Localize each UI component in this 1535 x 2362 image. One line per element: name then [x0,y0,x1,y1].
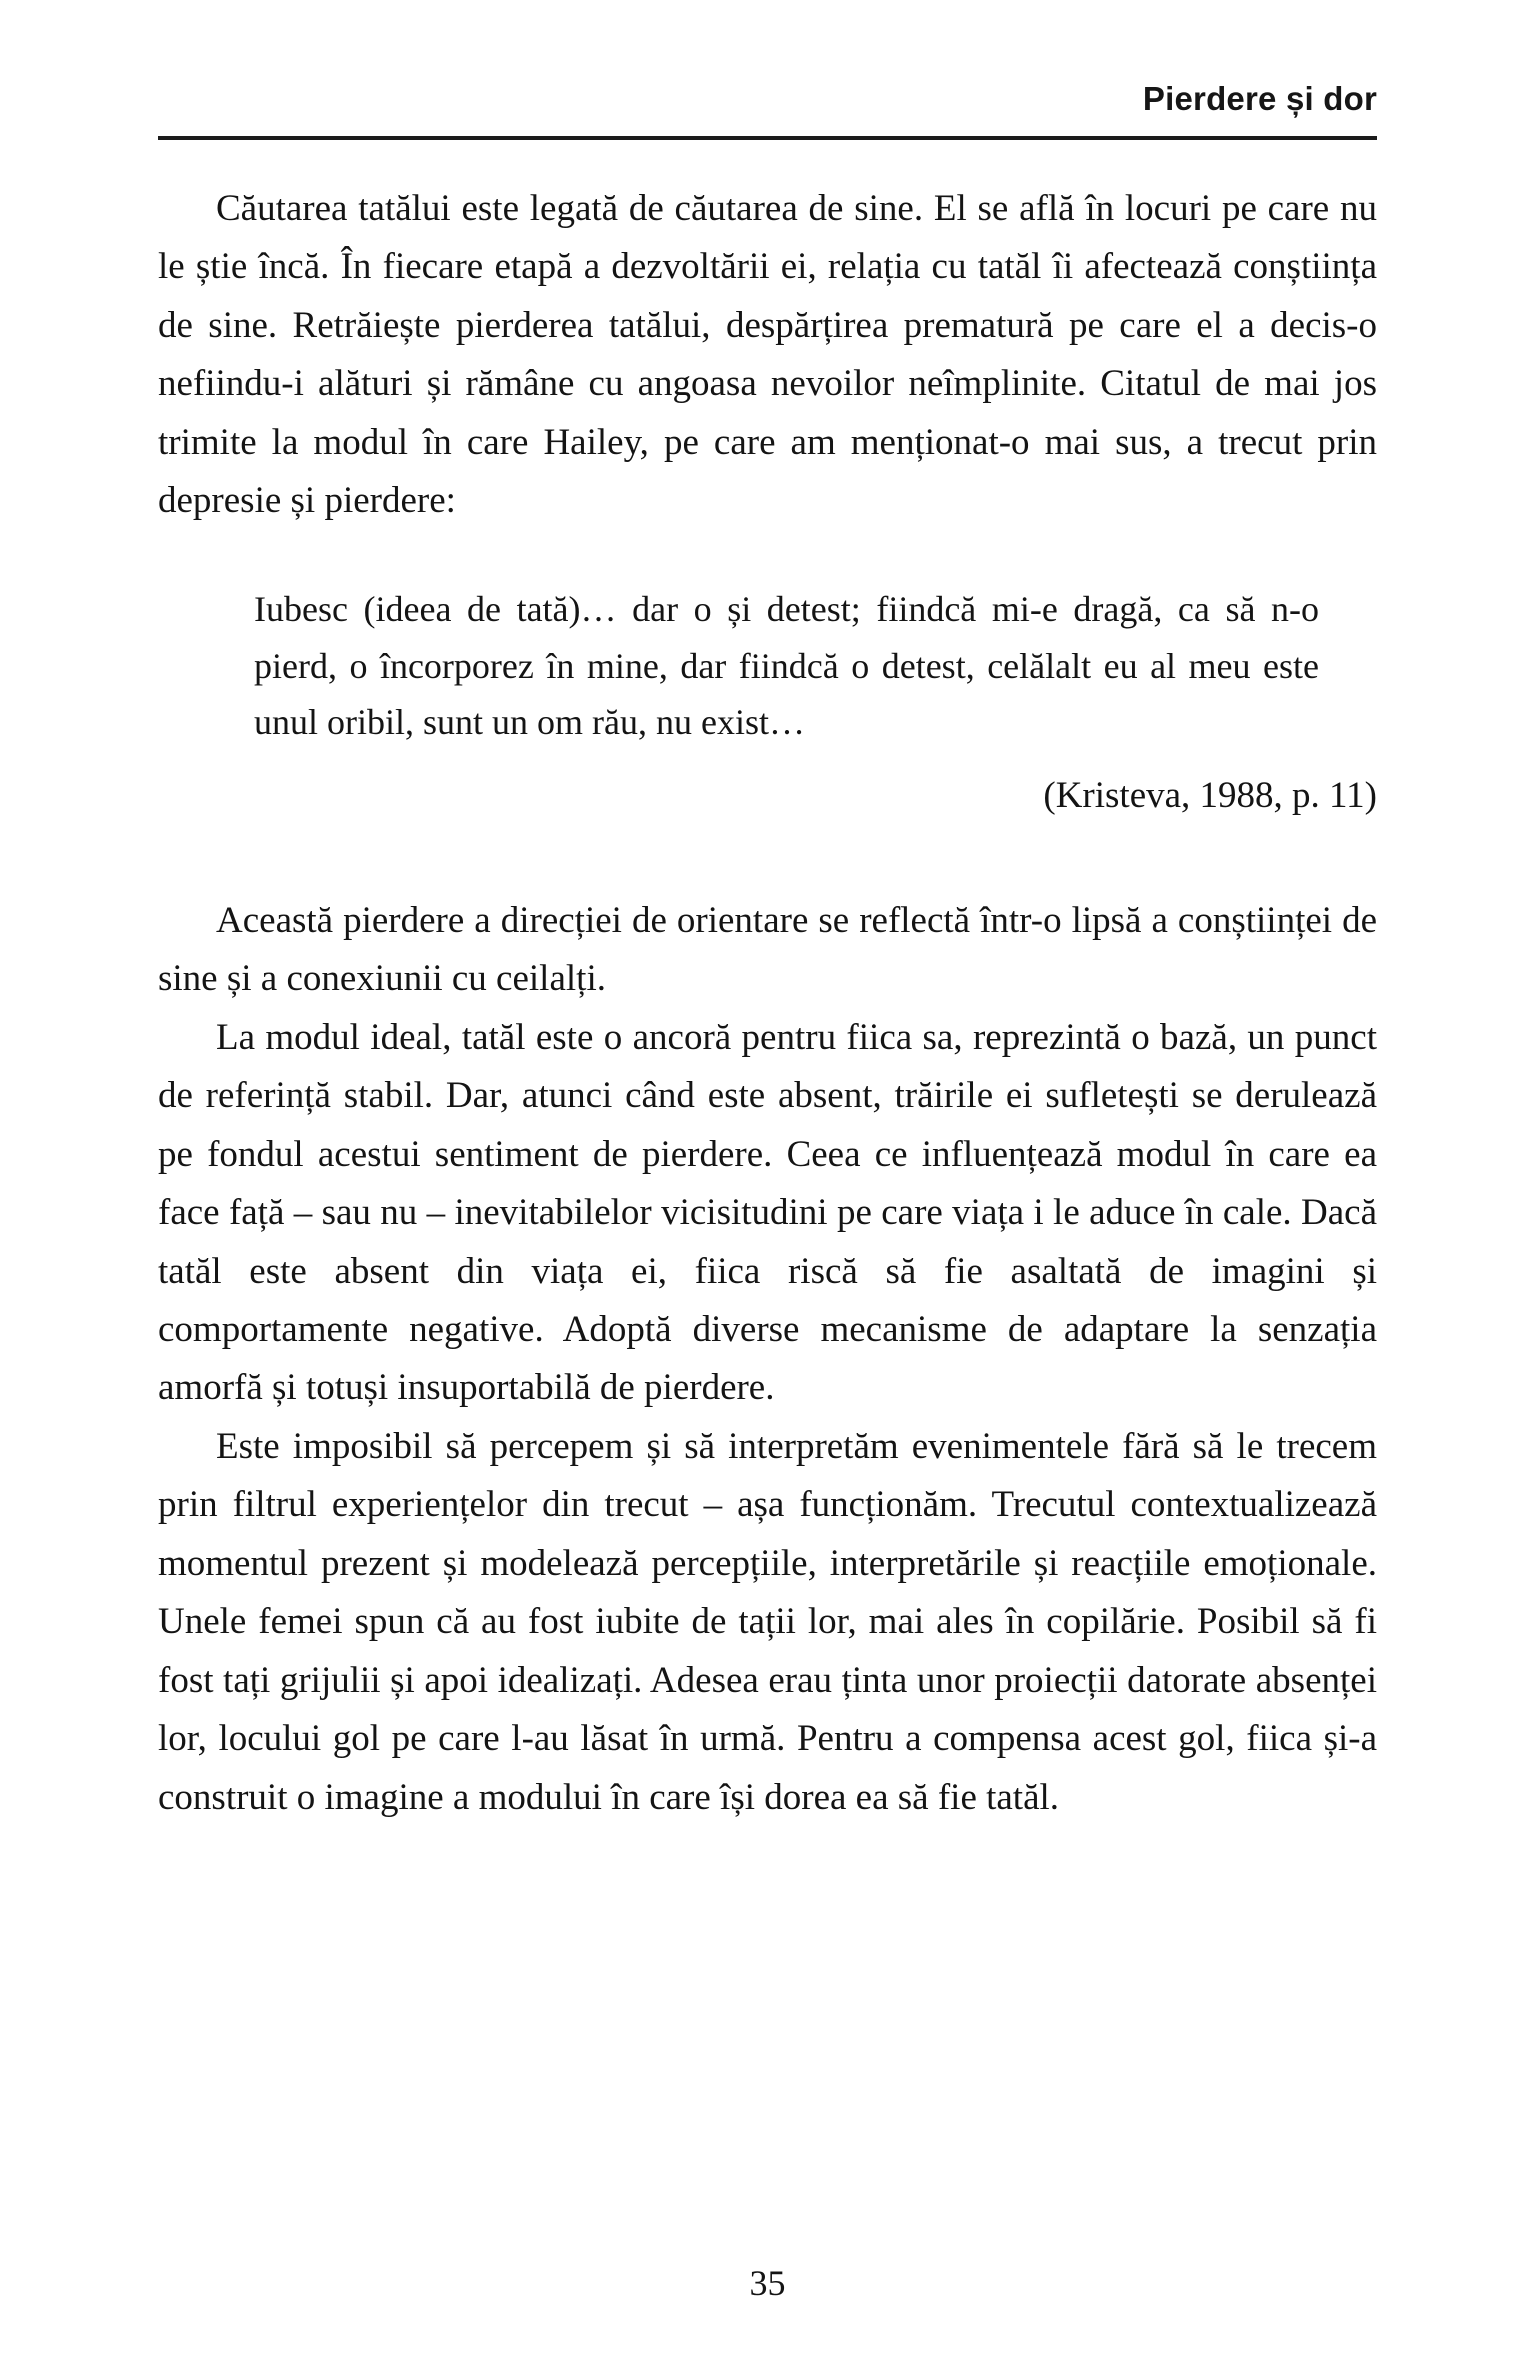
page-header [158,80,1377,140]
header-rule [158,136,1377,140]
page-body [158,180,1377,1827]
quote-attribution: (Kristeva, 1988, p. 11) [1043,775,1377,817]
paragraph-4: Este imposibil să percepem și să interpretăm evenimentele fără să le trecem prin filtrul experiențelor din trecut – așa funcționăm. Trecutul contextualizează momentul prezent și modelează percepțiile, interpretările și reacțiile emoționale. Unele femei spun că au fost iubite de tații lor, mai ales în copilărie. Posibil să fi fost tați grijulii și apoi idealizați. Adesea erau ținta unor proiecții datorate absenței lor, locului gol pe care l-au lăsat în urmă. Pentru a compensa acest gol, fiica și-a construit o imagine a modului în care își dorea ea să fie tatăl. [158,1425,1377,1818]
block-quote: Iubesc (ideea de tată)… dar o și detest; fiindcă mi-e dragă, ca să n-o pierd, o încorporez în mine, dar fiindcă o detest, celălalt eu al meu este unul oribil, sunt un om rău, nu exist… [254,588,1319,743]
running-header-title: Pierdere și dor [1142,80,1377,117]
paragraph-3: La modul ideal, tatăl este o ancoră pentru fiica sa, reprezintă o bază, un punct de referință stabil. Dar, atunci când este absent, trăirile ei sufletești se derulează pe fondul acestui sentiment de pierdere. Ceea ce influențează modul în care ea face față – sau nu – inevitabilelor vicisitudini pe care viața i le aduce în cale. Dacă tatăl este absent din viața ei, fiica riscă să fie asaltată de imagini și comportamente negative. Adoptă diverse mecanisme de adaptare la senzația amorfă și totuși insuportabilă de pierdere. [158,1016,1377,1409]
page-number: 35 [749,2263,786,2303]
paragraph-1: Căutarea tatălui este legată de căutarea de sine. El se află în locuri pe care nu le știe încă. În fiecare etapă a dezvoltării ei, relația cu tatăl îi afectează conștiința de sine. Retrăiește pierderea tatălui, despărțirea prematură pe care el a decis-o nefiindu-i alături și rămâne cu angoasa nevoilor neîmplinite. Citatul de mai jos trimite la modul în care Hailey, pe care am menționat-o mai sus, a trecut prin depresie și pierdere: [158,188,1377,522]
paragraph-2: Această pierdere a direcției de orientare se reflectă într-o lipsă a conștiinței de sine și a conexiunii cu ceilalți. [158,899,1377,1000]
